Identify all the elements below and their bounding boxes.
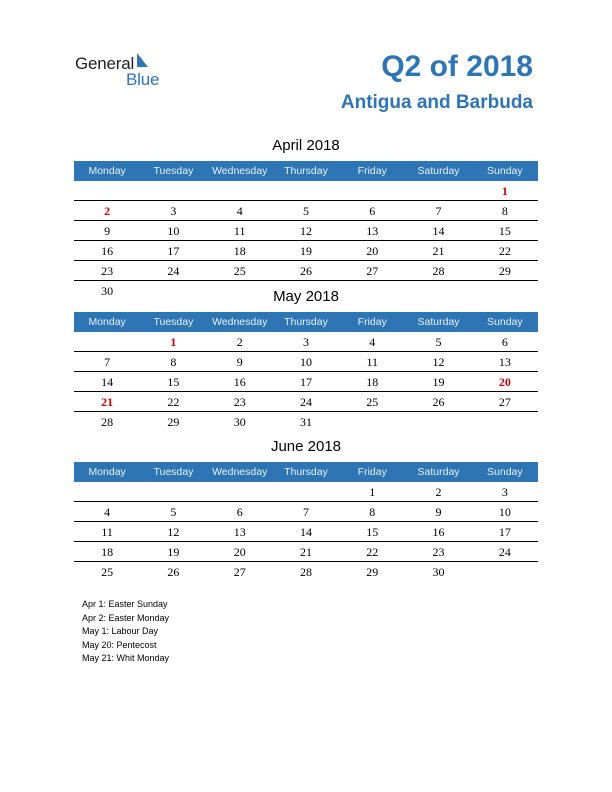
day-cell: 27 — [366, 264, 379, 278]
day-cell: 9 — [236, 355, 243, 369]
day-cell: 14 — [432, 224, 445, 238]
week-row — [74, 482, 538, 502]
day-cell: 23 — [101, 264, 114, 278]
day-cell: 29 — [498, 264, 511, 278]
weekday-header — [74, 312, 538, 332]
day-cell: 18 — [233, 244, 246, 258]
day-cell: 30 — [432, 565, 445, 579]
holiday-note: May 20: Pentecost — [82, 639, 157, 650]
day-cell: 14 — [101, 375, 114, 389]
week-row — [74, 502, 538, 522]
weekday-label: Monday — [88, 466, 126, 478]
weekday-label: Saturday — [417, 316, 460, 328]
week-row — [74, 522, 538, 542]
weekday-label: Friday — [357, 316, 387, 328]
day-cell: 1 — [501, 184, 508, 198]
weekday-label: Thursday — [284, 165, 328, 177]
weekday-label: Tuesday — [153, 466, 194, 478]
day-cell: 25 — [101, 565, 114, 579]
weekday-label: Friday — [357, 466, 387, 478]
day-cell: 19 — [167, 545, 180, 559]
week-row — [74, 221, 538, 241]
week-row — [74, 241, 538, 261]
weekday-label: Wednesday — [212, 466, 268, 478]
day-cell: 4 — [104, 505, 111, 519]
day-cell: 30 — [233, 415, 246, 429]
day-cell — [207, 482, 273, 501]
week-row — [74, 261, 538, 281]
week-row — [74, 392, 538, 412]
logo-general-text: General — [75, 54, 135, 73]
country-name: Antigua and Barbuda — [340, 92, 533, 113]
day-cell: 26 — [299, 264, 312, 278]
day-cell: 6 — [369, 204, 376, 218]
day-cell: 26 — [167, 565, 180, 579]
day-cell: 21 — [299, 545, 312, 559]
day-cell: 13 — [498, 355, 511, 369]
day-cell: 8 — [369, 505, 376, 519]
day-cell: 11 — [366, 355, 379, 369]
day-cell: 22 — [366, 545, 379, 559]
day-cell: 23 — [233, 395, 246, 409]
day-cell: 18 — [366, 375, 379, 389]
day-cell: 16 — [101, 244, 114, 258]
week-row — [74, 412, 538, 432]
day-cell: 11 — [101, 525, 113, 539]
day-cell: 24 — [498, 545, 511, 559]
day-cell: 17 — [299, 375, 312, 389]
day-cell: 15 — [366, 525, 379, 539]
day-cell: 10 — [498, 505, 511, 519]
day-cell: 20 — [233, 545, 246, 559]
day-cell: 28 — [299, 565, 312, 579]
weekday-label: Sunday — [487, 165, 523, 177]
day-cell — [273, 482, 339, 501]
month-title: June 2018 — [270, 438, 342, 455]
weekday-label: Thursday — [284, 316, 328, 328]
day-cell: 14 — [299, 525, 312, 539]
day-cell: 13 — [366, 224, 379, 238]
logo-triangle-icon — [137, 53, 148, 67]
weekday-label: Saturday — [417, 466, 460, 478]
weekday-header — [74, 161, 538, 181]
day-cell: 13 — [233, 525, 246, 539]
day-cell: 29 — [167, 415, 180, 429]
day-cell: 4 — [369, 335, 376, 349]
weekday-label: Monday — [88, 316, 126, 328]
day-cell: 16 — [233, 375, 246, 389]
day-cell: 9 — [435, 505, 442, 519]
weekday-label: Friday — [357, 165, 387, 177]
day-cell: 24 — [299, 395, 312, 409]
day-cell: 20 — [366, 244, 379, 258]
quarter-title: Q2 of 2018 — [381, 50, 533, 83]
day-cell — [405, 181, 471, 200]
weekday-label: Tuesday — [153, 316, 194, 328]
day-cell: 6 — [501, 335, 508, 349]
day-cell: 12 — [299, 224, 312, 238]
day-cell: 22 — [498, 244, 511, 258]
day-cell: 11 — [233, 224, 246, 238]
day-cell: 25 — [366, 395, 379, 409]
logo-blue-text: Blue — [126, 70, 160, 89]
week-row — [74, 372, 538, 392]
holiday-note: May 1: Labour Day — [82, 626, 159, 636]
day-cell — [74, 332, 140, 351]
weekday-label: Wednesday — [212, 316, 268, 328]
weekday-label: Wednesday — [212, 165, 268, 177]
holiday-notes — [82, 598, 169, 666]
day-cell — [472, 412, 538, 432]
day-cell: 3 — [501, 485, 508, 499]
day-cell — [207, 181, 273, 200]
generalblue-logo — [75, 52, 175, 92]
day-cell: 18 — [101, 545, 114, 559]
weekday-label: Thursday — [284, 466, 328, 478]
day-cell: 9 — [104, 224, 111, 238]
day-cell — [273, 181, 339, 200]
holiday-note: Apr 2: Easter Monday — [82, 612, 170, 623]
day-cell: 5 — [435, 335, 442, 349]
weekday-label: Sunday — [487, 316, 523, 328]
day-cell: 17 — [498, 525, 511, 539]
day-cell: 2 — [104, 204, 111, 218]
week-row — [74, 562, 538, 582]
weekday-label: Sunday — [487, 466, 523, 478]
day-cell: 10 — [167, 224, 180, 238]
day-cell: 8 — [501, 204, 508, 218]
day-cell: 6 — [236, 505, 243, 519]
day-cell: 27 — [498, 395, 511, 409]
day-cell: 7 — [104, 355, 111, 369]
calendar-april — [74, 137, 538, 301]
day-cell: 1 — [369, 485, 376, 499]
day-cell — [140, 482, 206, 501]
day-cell: 7 — [302, 505, 309, 519]
week-row — [74, 332, 538, 352]
day-cell: 12 — [432, 355, 445, 369]
week-row — [74, 352, 538, 372]
holiday-note: Apr 1: Easter Sunday — [82, 599, 168, 609]
day-cell: 3 — [170, 204, 177, 218]
weekday-header — [74, 462, 538, 482]
day-cell — [405, 412, 471, 432]
week-row — [74, 201, 538, 221]
day-cell: 2 — [236, 335, 243, 349]
day-cell: 10 — [299, 355, 312, 369]
day-cell: 28 — [432, 264, 445, 278]
day-cell: 21 — [432, 244, 445, 258]
day-cell: 2 — [435, 485, 442, 499]
day-cell: 19 — [299, 244, 312, 258]
day-cell: 5 — [302, 204, 309, 218]
day-cell: 29 — [366, 565, 379, 579]
day-cell: 1 — [170, 335, 177, 349]
day-cell — [339, 181, 405, 200]
day-cell: 8 — [170, 355, 177, 369]
day-cell: 3 — [302, 335, 309, 349]
day-cell: 21 — [101, 395, 114, 409]
day-cell: 26 — [432, 395, 445, 409]
day-cell — [472, 562, 538, 582]
day-cell: 5 — [170, 505, 177, 519]
calendar-may — [74, 288, 538, 432]
calendar-june — [74, 438, 538, 582]
day-cell: 27 — [233, 565, 246, 579]
month-title: April 2018 — [272, 137, 340, 154]
day-cell: 24 — [167, 264, 180, 278]
day-cell — [74, 181, 140, 200]
day-cell: 12 — [167, 525, 180, 539]
weekday-label: Tuesday — [153, 165, 194, 177]
day-cell: 22 — [167, 395, 180, 409]
day-cell: 25 — [233, 264, 246, 278]
day-cell: 15 — [498, 224, 511, 238]
week-row — [74, 542, 538, 562]
day-cell: 19 — [432, 375, 445, 389]
day-cell: 31 — [299, 415, 312, 429]
day-cell — [74, 482, 140, 501]
week-row — [74, 181, 538, 201]
day-cell: 28 — [101, 415, 114, 429]
day-cell: 15 — [167, 375, 180, 389]
day-cell: 20 — [498, 375, 511, 389]
day-cell: 4 — [236, 204, 243, 218]
day-cell: 7 — [435, 204, 442, 218]
month-title: May 2018 — [273, 288, 339, 305]
day-cell: 17 — [167, 244, 180, 258]
weekday-label: Saturday — [417, 165, 460, 177]
day-cell — [339, 412, 405, 432]
day-cell: 23 — [432, 545, 445, 559]
holiday-note: May 21: Whit Monday — [82, 653, 170, 663]
day-cell: 30 — [101, 284, 114, 298]
day-cell: 16 — [432, 525, 445, 539]
weekday-label: Monday — [88, 165, 126, 177]
day-cell — [140, 181, 206, 200]
